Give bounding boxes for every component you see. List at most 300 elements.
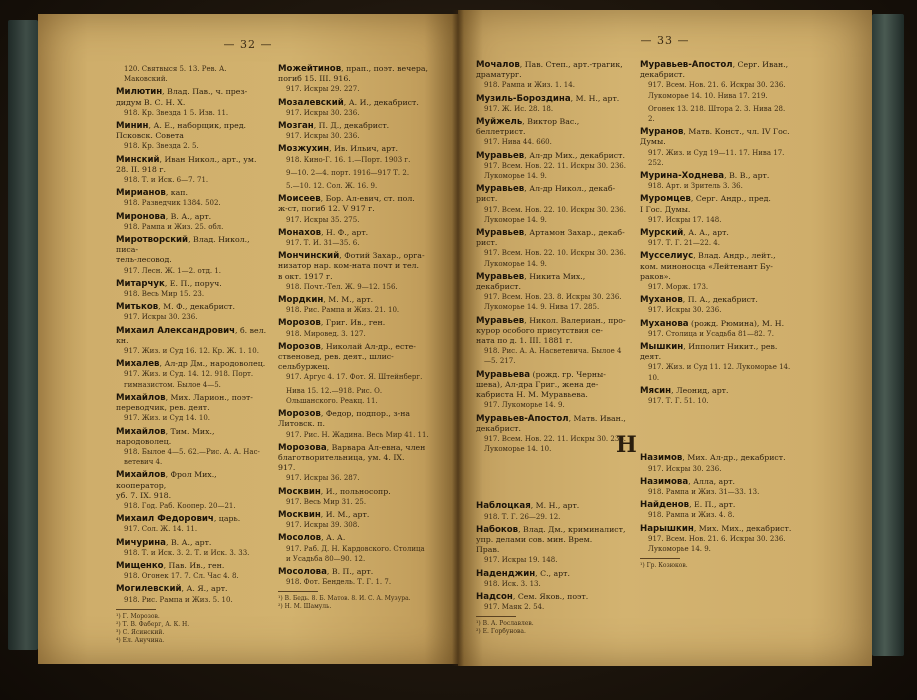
entry-headword: Мозалевский: [278, 97, 344, 108]
entry-headword: Морозов: [278, 409, 321, 420]
entry-headword: Мочалов: [476, 60, 520, 70]
entry-headword: Михайлов: [116, 392, 166, 403]
entry-description: (рожд. Рюмина), М. Н.: [688, 318, 785, 328]
entry-headword: Муравьев: [476, 228, 525, 239]
index-entry-line: [116, 188, 268, 198]
entry-headword: Муравьев: [476, 150, 525, 161]
index-entry-line: [640, 295, 792, 305]
source-reference: 917. Т. Г. 21—22. 4.: [648, 239, 720, 248]
index-entry-line: [278, 204, 430, 214]
entry-description: , прап., поэт. вечера,: [341, 64, 428, 73]
index-entry-line: [476, 70, 628, 80]
entry-description: Прав.: [476, 545, 500, 555]
index-entry-line: [640, 60, 792, 70]
index-entry-line: [278, 487, 430, 497]
entry-description: , Виктор Вас., беллетрист.: [476, 117, 580, 137]
source-reference: 917. Весь Мир 31. 25.: [286, 497, 367, 506]
footnote-rule: [640, 558, 680, 559]
entry-headword: Наблоцкая: [476, 501, 531, 512]
entry-description: , Иван Никол., арт., ум.: [159, 154, 257, 164]
source-reference: 917. Столица и Усадьба 81—82. 7.: [648, 329, 774, 338]
source-reference: 918. Иск. 3. 13.: [484, 579, 541, 588]
index-entry-line: [640, 205, 792, 215]
index-entry-line: [278, 121, 430, 131]
entry-description: , Влад. Пав., ч. през-: [162, 87, 248, 97]
index-column-4: [640, 60, 792, 570]
entry-description: , Федор, подпор., з-на: [320, 409, 411, 419]
source-reference: 917. Искры 17. 148.: [648, 215, 722, 224]
entry-description: , Никита Мих., декабрист.: [476, 271, 586, 292]
entry-headword: Муравьев: [476, 184, 525, 195]
index-entry-line: [116, 584, 268, 594]
entry-description: , А. Я., арт.: [181, 584, 228, 594]
source-reference: 918. Рампа и Жиз. 31—33. 13.: [648, 487, 760, 496]
index-entry-line: [476, 525, 628, 535]
entry-description: , Пав. Ив., ген.: [163, 560, 225, 570]
source-reference: 918. Рис. Рампа и Жиз. 5. 10.: [124, 595, 233, 604]
source-reference: 917. Всем. Нов. 21. 6. Искры 30. 236. Лукоморье 14. 9.: [648, 534, 786, 553]
source-reference: 917. Нива 44. 660.: [484, 138, 552, 147]
source-reference: 918. Почт.-Тел. Ж. 9—12. 156.: [286, 282, 398, 291]
entry-description: , В. А., арт.: [166, 537, 212, 547]
source-reference: 917. Сол. Ж. 14. 11.: [124, 525, 198, 534]
source-reference: 917. Маяк 2. 54.: [484, 603, 545, 612]
index-entry-line: [116, 98, 268, 108]
index-entry-line: [116, 212, 268, 222]
index-entry-line: [640, 453, 792, 463]
entry-headword: Нарышкин: [640, 523, 694, 534]
index-entry-line: [640, 194, 792, 204]
index-entry-line: [116, 302, 268, 312]
source-reference: Огонек 13. 218. Штора 2. 3. Нива 28. 2.: [648, 104, 786, 124]
entry-headword: Муравьев-Апостол: [476, 413, 569, 424]
index-entry-line: [278, 295, 430, 305]
index-entry-line: [278, 419, 430, 429]
index-entry-line: [278, 98, 430, 108]
index-entry-line: [476, 228, 628, 238]
entry-headword: Муравьева: [476, 369, 531, 380]
entry-description: , А. Е., наборщик, пред.: [148, 121, 247, 131]
index-column-3: [476, 60, 628, 636]
index-entry-line: [640, 500, 792, 510]
source-reference: 917. Всем. Нов. 23. 8. Искры 30. 236. Лукоморье 14. 9. Нива 17. 285.: [484, 293, 622, 312]
index-entry-line: [116, 403, 268, 413]
index-entry-line: [640, 70, 792, 80]
entry-description: , Влад. Дм., криминалист,: [518, 524, 626, 534]
entry-description: , Влад. Никол., писа-: [116, 235, 250, 255]
index-entry-line: [116, 538, 268, 548]
entry-description: (рожд. гр. Черны-: [530, 369, 606, 379]
entry-headword: Муравьев-Апостол: [640, 60, 733, 70]
entry-headword: Наденджин: [476, 568, 536, 579]
entry-headword: Мозжухин: [278, 144, 330, 155]
entry-headword: Назимова: [640, 476, 689, 487]
footnote: ³) С. Ясинский.: [116, 628, 165, 636]
entry-headword: Могилевский: [116, 584, 182, 595]
entry-description: , Ив. Ильич, арт.: [329, 144, 398, 154]
entry-description: уб. 7. IX. 918.: [116, 490, 172, 500]
index-entry-line: [278, 443, 430, 453]
right-cover-board: [872, 14, 904, 656]
index-entry-line: [116, 427, 268, 447]
footnote-rule: [476, 616, 516, 617]
entry-description: , б. вел. кн.: [116, 325, 267, 345]
index-entry-line: [640, 477, 792, 487]
entry-headword: Муранов: [640, 127, 684, 138]
index-entry-line: [116, 155, 268, 165]
entry-headword: Морозова: [278, 442, 327, 453]
index-entry-line: [116, 121, 268, 131]
entry-description: переводчик, рев. деят.: [116, 403, 210, 413]
footnote: ¹) Г. Морозов.: [116, 612, 160, 620]
entry-headword: Мурский: [640, 228, 684, 239]
entry-headword: Надсон: [476, 591, 513, 602]
entry-headword: Мосолов: [278, 533, 322, 544]
entry-description: , Алла, арт.: [688, 476, 735, 486]
index-entry-line: [116, 255, 268, 265]
source-reference: 917. Жиз. и Суд 16. 12. Кр. Ж. 1. 10.: [124, 347, 259, 356]
footnote: ¹) В. Бедь. 8. Б. Матов. 8. И. С. А. Музура.: [278, 595, 411, 603]
entry-description: , Ал-др Мих., декабрист.: [524, 150, 625, 160]
entry-description: , Матв. Конст., чл. IV Гос.: [683, 127, 790, 137]
source-reference: 917. Жиз. и Суд 14. 10.: [124, 414, 210, 423]
index-entry-line: [278, 342, 430, 352]
entry-headword: Митарчук: [116, 278, 165, 289]
index-entry-line: [476, 545, 628, 555]
index-entry-line: [476, 424, 628, 434]
source-reference: 917. Т. Г. 51. 10.: [648, 397, 709, 406]
entry-headword: Мищенко: [116, 560, 164, 571]
index-entry-line: [476, 194, 628, 204]
entry-description: декабрист.: [640, 70, 685, 80]
entry-description: драматург.: [476, 70, 522, 80]
index-entry-line: [116, 165, 268, 175]
entry-headword: Мышкин: [640, 342, 684, 353]
entry-description: раков».: [640, 271, 671, 281]
index-entry-line: [278, 272, 430, 282]
entry-description: , И., польносопр.: [320, 486, 391, 496]
entry-headword: Мичурина: [116, 537, 166, 548]
index-entry-line: [476, 414, 628, 424]
entry-headword: Муравьев: [476, 315, 525, 326]
index-entry-line: [476, 184, 628, 194]
entry-description: дидум В. С. Н. Х.: [116, 97, 186, 107]
source-reference: 917. Всем. Нов. 22. 11. Искры 30. 236. Лукоморье 14. 10.: [484, 434, 626, 454]
footnote-rule: [278, 591, 318, 592]
source-reference: 917. Всем. Нов. 22. 11. Искры 30. 236. Лукоморье 14. 9.: [484, 161, 626, 181]
entry-description: низатор нар. ком-ната почт и тел.: [278, 261, 419, 271]
source-reference: 918. Кино-Г. 16. 1.—Порт. 1903 г.: [286, 155, 411, 164]
source-reference: 917. Жиз. и Суд 11. 12. Лукоморье 14. 10.: [648, 363, 791, 382]
entry-headword: Мордкин: [278, 295, 324, 306]
entry-description: , П. А., декабрист.: [682, 295, 758, 305]
entry-description: , А. И., декабрист.: [343, 97, 419, 107]
source-reference: 917. Всем. Нов. 22. 10. Искры 30. 236. Лукоморье 14. 9.: [484, 249, 626, 268]
entry-description: , Фрол Мих., кооператор,: [116, 470, 217, 490]
index-entry-line: [640, 524, 792, 534]
entry-description: ж-ст, погиб 12. V 917 г.: [278, 204, 375, 214]
footnote-rule: [116, 609, 156, 610]
entry-description: кабриста Н. М. Муравьева.: [476, 390, 588, 400]
source-reference: 918. Рампа и Жиз. 1. 14.: [484, 81, 575, 90]
entry-headword: Моисеев: [278, 194, 321, 205]
entry-description: упр. делами сов. мин. Врем.: [476, 534, 593, 544]
source-reference: 5.—10. 12. Сол. Ж. 16. 9.: [286, 182, 378, 191]
source-reference: 918. Разведчик 1384. 502.: [124, 199, 221, 208]
entry-description: , Ал-др Никол., декаб-: [524, 184, 616, 194]
source-reference: 918. Огонек 17. 7. Сл. Час 4. 8.: [124, 572, 239, 581]
entry-description: , Сем. Яков., поэт.: [512, 591, 589, 601]
entry-description: , Леонид, арт.: [671, 385, 729, 395]
index-entry-line: [116, 491, 268, 501]
index-entry-line: [278, 318, 430, 328]
index-entry-line: [278, 352, 430, 362]
index-entry-line: [278, 261, 430, 271]
entry-headword: Минский: [116, 154, 160, 165]
entry-description: , С., арт.: [535, 568, 570, 578]
entry-description: , кап.: [165, 188, 188, 198]
source-reference: 917. Искры 30. 236.: [648, 464, 722, 473]
entry-headword: Мусселиус: [640, 251, 694, 262]
source-reference: 918. Весь Мир 15. 23.: [124, 290, 205, 299]
entry-headword: Михаил Федорович: [116, 514, 214, 525]
entry-description: , В. П., арт.: [326, 566, 374, 576]
index-entry-line: [640, 386, 792, 396]
entry-description: , Григ. Ив., ген.: [320, 318, 386, 328]
index-entry-line: [640, 228, 792, 238]
source-reference: 918. Рампа и Жиз. 25. обл.: [124, 222, 224, 231]
section-gap: [640, 409, 792, 453]
entry-description: , Влад. Андр., лейт.,: [693, 251, 776, 261]
entry-headword: Минин: [116, 121, 149, 132]
source-reference: Нива 15. 12.—918. Рис. О. Ольшанского. Реакц. 11.: [286, 386, 383, 405]
entry-description: , Артамон Захар., декаб-: [524, 228, 625, 238]
source-reference: 917. Искры 19. 148.: [484, 556, 558, 565]
entry-description: 917.: [278, 463, 296, 473]
entry-description: , М. Ф., декабрист.: [158, 302, 235, 312]
left-page: [38, 14, 458, 664]
index-entry-line: [640, 352, 792, 362]
entry-description: , Тим. Мих., народоволец.: [116, 426, 215, 446]
entry-description: декабрист.: [476, 423, 521, 433]
source-reference: 918. Фот. Бендель. Т. Г. 1. 7.: [286, 578, 392, 587]
entry-description: , М. Н., арт.: [530, 501, 580, 511]
index-entry-line: [278, 510, 430, 520]
entry-headword: Можейтинов: [278, 64, 342, 74]
index-entry-line: [476, 272, 628, 292]
entry-headword: Михайлов: [116, 426, 166, 437]
entry-description: , Варвара Ал-евна, член: [326, 442, 426, 452]
source-reference: 918. Арт. и Зритель 3. 36.: [648, 182, 743, 191]
page-number-right: — 33 —: [640, 34, 690, 47]
right-page: [458, 10, 872, 666]
index-entry-line: [476, 316, 628, 326]
index-entry-line: [278, 567, 430, 577]
footnote: ²) Н. М. Шамуль.: [278, 603, 332, 611]
source-reference: 918. Кр. Звезда 1 5. Изв. 11.: [124, 108, 229, 117]
index-entry-line: [476, 326, 628, 336]
index-entry-line: [116, 359, 268, 369]
index-entry-line: [476, 60, 628, 70]
source-reference: 917. Искры 36. 287.: [286, 474, 360, 483]
entry-description: , И. М., арт.: [320, 509, 370, 519]
page-number-left: — 32 —: [223, 38, 273, 51]
entry-headword: Мончинский: [278, 251, 340, 262]
entry-description: , Николай Ал-др., есте-: [320, 341, 416, 351]
footnote: ¹) Гр. Козюков.: [640, 562, 688, 570]
index-column-1: [116, 64, 268, 645]
entry-description: сельбуржец.: [278, 362, 330, 372]
entry-headword: Морозов: [278, 341, 321, 352]
entry-description: , Е. П., поруч.: [164, 278, 222, 288]
footnote: ¹) В. А. Рославлев.: [476, 620, 534, 628]
source-reference: 917. Искры 30. 236.: [648, 306, 722, 315]
entry-description: ственовед, рев. деят., шлис-: [278, 352, 394, 362]
index-entry-line: [278, 453, 430, 463]
entry-description: тель-лесовод.: [116, 255, 172, 265]
entry-description: , Е. П., арт.: [689, 500, 736, 510]
entry-headword: Найденов: [640, 500, 690, 511]
source-reference: 918. Год. Раб. Коопер. 20—21.: [124, 501, 236, 510]
entry-headword: Назимов: [640, 453, 683, 464]
source-reference: 917. Жиз. и Суд. 14. 12. 918. Порт. гимназистом. Былое 4—5.: [124, 370, 254, 389]
entry-description: рист.: [476, 194, 498, 204]
index-entry-line: [278, 362, 430, 372]
source-reference: 917. Лесн. Ж. 1—2. отд. 1.: [124, 266, 222, 275]
index-entry-line: [476, 94, 628, 104]
source-reference: 917. Всем. Нов. 22. 10. Искры 30. 236. Лукоморье 14. 9.: [484, 205, 626, 224]
left-cover-board: [8, 20, 38, 650]
section-gap: [476, 457, 628, 501]
source-reference: 917. Лукоморье 14. 9.: [484, 401, 565, 410]
entry-description: Думы.: [640, 137, 666, 147]
entry-description: рист.: [476, 238, 498, 248]
source-reference: 917. Рис. Н. Жадина. Весь Мир 41. 11.: [286, 430, 429, 439]
entry-description: , Мих. Мих., декабрист.: [693, 523, 792, 533]
index-entry-line: [640, 272, 792, 282]
index-entry-line: [476, 501, 628, 511]
index-entry-line: [476, 569, 628, 579]
index-entry-line: [278, 228, 430, 238]
section-letter: Н: [616, 432, 637, 458]
entry-headword: Миротворский: [116, 235, 189, 246]
entry-headword: Музиль-Бороздина: [476, 93, 571, 104]
entry-headword: Муханова: [640, 318, 689, 329]
source-reference: 918. Мировед. 3. 127.: [286, 329, 366, 338]
index-entry-line: [640, 342, 792, 352]
entry-headword: Миронова: [116, 211, 166, 222]
index-entry-line: [640, 262, 792, 272]
index-entry-line: [476, 535, 628, 545]
entry-headword: Муравьев: [476, 271, 525, 282]
source-reference: 917. Искры 39. 308.: [286, 521, 360, 530]
footnote: ⁴) Ел. Анучина.: [116, 636, 165, 644]
index-entry-line: [476, 151, 628, 161]
source-reference: 918. Кр. Звезда 2. 5.: [124, 142, 199, 151]
entry-headword: Михалев: [116, 359, 160, 370]
book-gutter: [452, 10, 464, 666]
source-reference: 9—10. 2—4. порт. 1916—917 Т. 2.: [286, 168, 410, 177]
index-entry-line: [116, 87, 268, 97]
entry-description: , царь.: [213, 514, 241, 524]
source-reference: 917. Жиз. и Суд 19—11. 17. Нива 17. 252.: [648, 148, 785, 167]
index-entry-line: [278, 251, 430, 261]
entry-description: в окт. 1917 г.: [278, 271, 333, 281]
index-entry-line: [476, 370, 628, 380]
index-entry-line: [278, 144, 430, 154]
index-column-2: [278, 64, 430, 611]
entry-headword: Мирианов: [116, 188, 166, 199]
index-entry-line: [476, 390, 628, 400]
index-entry-line: [640, 137, 792, 147]
entry-headword: Мясин: [640, 385, 672, 396]
index-entry-line: [640, 171, 792, 181]
entry-headword: Монахов: [278, 227, 322, 238]
source-reference: 917. Искры 35. 275.: [286, 215, 360, 224]
entry-description: I Гос. Думы.: [640, 204, 691, 214]
entry-description: деят.: [640, 352, 662, 362]
source-reference: 918. Рампа и Жиз. 4. 8.: [648, 511, 735, 520]
source-reference: 917. Искры 30. 236.: [286, 108, 360, 117]
entry-description: , М. Н., арт.: [570, 93, 620, 103]
index-entry-line: [476, 117, 628, 137]
entry-headword: Муйжель: [476, 117, 523, 128]
footnote: ²) Т. В. Фаберг, А. К. Н.: [116, 620, 190, 628]
index-entry-line: [640, 251, 792, 261]
index-entry-line: [278, 64, 430, 74]
index-entry-line: [116, 514, 268, 524]
source-reference: 917. Всем. Нов. 21. 6. Искры 30. 236. Лукоморье 14. 10. Нива 17. 219.: [648, 81, 786, 100]
source-reference: 918. Т. и Иск. 3. 2. Т. и Иск. 3. 33.: [124, 548, 250, 557]
index-entry-line: [116, 235, 268, 255]
entry-description: Псковск. Совета: [116, 131, 184, 141]
source-reference: 917. Искры 30. 236.: [124, 313, 198, 322]
index-entry-line: [278, 463, 430, 473]
entry-description: ната по д. 1. III. 1881 г.: [476, 336, 573, 346]
entry-description: , Н. Ф., арт.: [321, 227, 369, 237]
source-reference: 918. Рис. Рампа и Жиз. 21. 10.: [286, 306, 400, 315]
source-reference: 917. Морж. 173.: [648, 283, 709, 292]
entry-description: , Мих. Ларион., поэт-: [165, 392, 253, 402]
entry-headword: Муханов: [640, 295, 683, 306]
entry-description: , А. А.: [321, 533, 346, 543]
entry-description: , М. М., арт.: [323, 295, 374, 305]
entry-headword: Мурина-Ходнева: [640, 171, 725, 182]
entry-headword: Москвин: [278, 509, 321, 520]
index-entry-line: [476, 336, 628, 346]
source-reference: 120. Святвыся 5. 13. Рев. А. Маковский.: [124, 65, 227, 84]
entry-description: , П. Д., декабрист.: [313, 121, 390, 131]
index-entry-line: [116, 131, 268, 141]
entry-description: , Серг. Иван.,: [732, 60, 789, 69]
entry-headword: Милютин: [116, 87, 163, 98]
entry-headword: Москвин: [278, 486, 321, 497]
entry-description: курор особого присутствия се-: [476, 325, 603, 335]
index-entry-line: [116, 561, 268, 571]
entry-description: , Бор. Ал-евич, ст. пол.: [320, 194, 415, 204]
index-entry-line: [116, 326, 268, 346]
index-entry-line: [640, 319, 792, 329]
index-entry-line: [278, 533, 430, 543]
source-reference: 918. Т. Г. 26—29. 12.: [484, 512, 561, 521]
index-entry-line: [278, 194, 430, 204]
entry-description: , Фотий Захар., орга-: [339, 251, 425, 261]
source-reference: 918. Рис. А. А. Насветевича. Былое 4—5. 217.: [484, 347, 622, 366]
entry-headword: Набоков: [476, 524, 519, 535]
index-entry-line: [116, 470, 268, 490]
footnote: ²) Е. Горбунова.: [476, 628, 526, 636]
source-reference: 918. Былое 4—5. 62.—Рис. А. А. Нас-ветевич 4.: [124, 447, 260, 467]
